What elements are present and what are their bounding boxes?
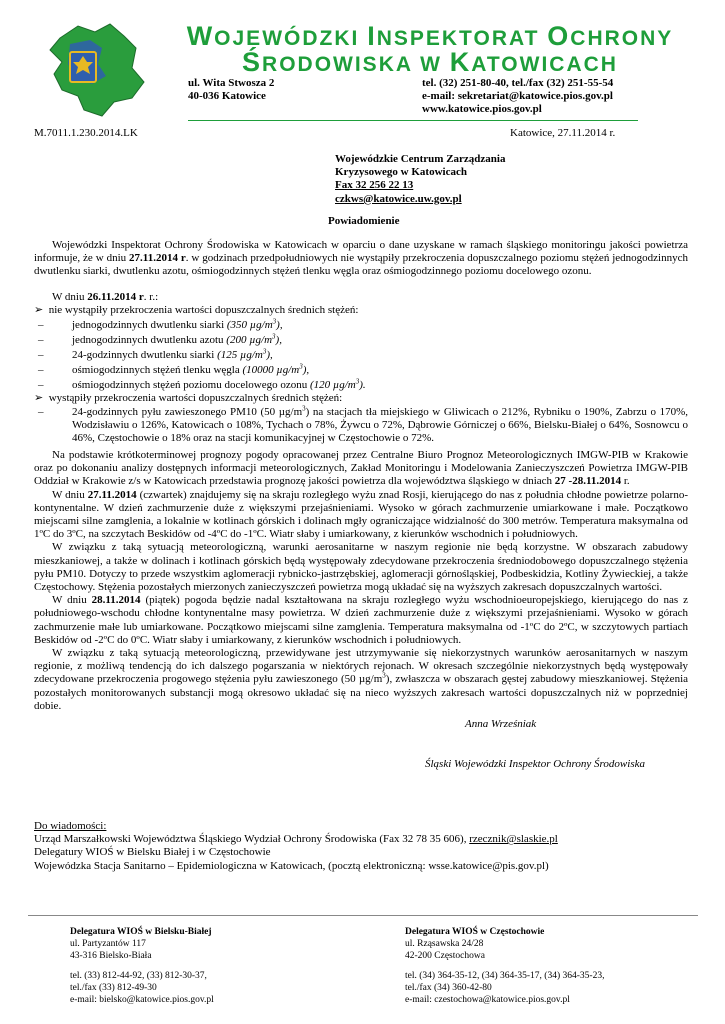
wios-logo <box>40 18 152 123</box>
assessment-28: W związku z taką sytuacją meteorologiczną, przewidywane jest utrzymywanie się niekorzystnych warunków aerosanitarnych w naszym regionie, z możliwą tendencją do ich dalszego pogarszania w niektórych rejonach. W okresach szczególnie niekorzystnych będą występowały zdecydowane przekroczenia progowego stężenia pyłu zawieszonego (50 $\mu g/m^3$), zwłaszcza w obszarach gęstej zabudowy mieszkaniowej. Stężenia pozostałych monitorowanych substancji mogą okresowo układać się na nieco wyższych zakresach wartości dopuszczalnych niż w poprzedniej dobie. <box>34 647 689 712</box>
forecast-28: W dniu 28.11.2014 (piątek) pogoda będzie nadal kształtowana na skraju rozległego wyżu wschodnioeuropejskiego, kierującego do nas z południowego-wschodu chłodne kontynentalne masy powietrza. W dzień zachmurzenie duże z większymi przejaśnieniami. Wysoko w górach zachmurzenie małe lub umiarkowane. Początkowo miejscami silne zamglenia. Temperatura maksymalna od -1ºC do 2ºC, w szczytowych partiach Beskidów od -2ºC do 0ºC. Wiatr słaby i umiarkowany, z kierunków wschodnich i południowych. <box>34 594 688 646</box>
footer-bielsko: Delegatura WIOŚ w Bielsku-Białej ul. Partyzantów 117 43-316 Bielsko-Biała tel. (33) 812-44-92, (33) 812-30-37, tel./fax (33) 812-49-30 e-mail: bielsko@katowice.pios.gov.pl <box>70 927 214 1005</box>
header-contacts: tel. (32) 251-80-40, tel./fax (32) 251-55-54 e-mail: sekretariat@katowice.pios.gov.pl www.katowice.pios.gov.pl <box>422 77 614 115</box>
pm10-dash: – <box>38 406 44 418</box>
institution-title-line2: ŚRODOWISKA W KATOWICACH <box>242 47 618 77</box>
recipient-block: Wojewódzkie Centrum Zarządzania Kryzysowego w Katowicach Fax 32 256 22 13 czkws@katowice.uw.gov.pl <box>335 153 506 205</box>
email-link[interactable]: rzecznik@slaskie.pl <box>469 833 558 846</box>
header-address: ul. Wita Stwosza 2 40-036 Katowice <box>188 77 275 102</box>
header-rule <box>188 120 638 121</box>
assessment-27: W związku z taką sytuacją meteorologiczną, warunki aerosanitarne w naszym regionie nie będą korzystne. W obszarach zabudowy mieszkaniowej, a także w dolinach i kotlinach górskich będą występowały zdecydowane przekroczenia średniodobowego dopuszczalnego stężenia pyłu PM10. Dotyczy to przede wszystkim aglomeracji rybnicko-jastrzębskiej, aglomeracji górnośląskiej, Podbeskidzia, Kotliny Żywieckiej, a także Częstochowy. Stężenia pozostałych mierzonych zanieczyszczeń powietrza mogą układać się na wyższych zakresach dopuszczalnych wartości. <box>34 541 688 594</box>
footer-rule <box>28 915 698 916</box>
signatory-name: Anna Wrześniak <box>465 718 537 730</box>
arrow-bullet-icon: ➢ <box>34 304 44 316</box>
forecast-intro: Na podstawie krótkoterminowej prognozy pogody opracowanej przez Centralne Biuro Prognoz Meteorologicznych IMGW-PIB w Krakowie oraz po dokonaniu analizy dostępnych informacji meteorologicznych, Zakład Monitoringu i Modelowania Zanieczyszczeń Powietrza IMGW-PIB Oddział w Krakowie z/s w Katowicach przedstawia prognozę jakości powietrza dla województwa śląskiego w dniach 27 -28.11.2014 r. <box>34 449 688 488</box>
day26-heading: W dniu 26.11.2014 r. r.: <box>52 291 159 303</box>
forecast-27: W dniu 27.11.2014 (czwartek) znajdujemy się na skraju rozległego wyżu znad Rosji, kierującego do nas z południa chłodne powietrze polarno-kontynentalne. W dzień zachmurzenie duże z większymi przejaśnieniami. Wysoko w górach zachmurzenie umiarkowane i małe. Początkowo miejscami silne zamglenia, a lokalnie w kotlinach górskich i dolinach mgły ograniczające widzialność do 300 metrów. Temperatura maksymalna od 1ºC do 3ºC, na szczytach Beskidów od -4ºC do -1ºC. Wiatr słaby i umiarkowany, z kierunków wschodnich i południowych. <box>34 488 688 541</box>
pm10-exceedances: 24-godzinnych pyłu zawieszonego PM10 (50 $\mu g/m^3$) na stacjach tła miejskiego w Gliwicach o 212%, Rybniku o 190%, Zabrzu o 170%, Wodzisławiu o 126%, Katowicach o 108%, Tychach o 78%, Żywcu o 72%, Dąbrowie Górniczej o 66%, Bielsku-Białej o 64%, Sosnowcu o 46%, Częstochowie o 18% oraz na stacji komunikacyjnej w Częstochowie o 72%. <box>72 404 689 445</box>
list-item: – ośmiogodzinnych stężeń tlenku węgla (10000 $\mu g/m^3$), <box>38 362 310 376</box>
list-item: – 24-godzinnych dwutlenku siarki (125 $\mu g/m^3$), <box>38 347 273 361</box>
signatory-title: Śląski Wojewódzki Inspektor Ochrony Środowiska <box>425 758 645 770</box>
list-item: – jednogodzinnych dwutlenku siarki (350 $\mu g/m^3$), <box>38 317 283 331</box>
list-item: – ośmiogodzinnych stężeń poziomu docelowego ozonu (120 $\mu g/m^3$). <box>38 377 366 391</box>
list-item: Urząd Marszałkowski Województwa Śląskiego Wydział Ochrony Środowiska (Fax 32 78 35 606), rzecznik@slaskie.pl <box>34 833 558 846</box>
institution-title-line1: WOJEWÓDZKI INSPEKTORAT OCHRONY <box>186 21 674 51</box>
list-item: – jednogodzinnych dwutlenku azotu (200 $\mu g/m^3$), <box>38 332 282 346</box>
arrow-bullet-icon: ➢ <box>34 392 44 404</box>
reference-number: M.7011.1.230.2014.LK <box>34 127 138 139</box>
bullet-no-exceedances: ➢ nie wystąpiły przekroczenia wartości dopuszczalnych średnich stężeń: <box>34 304 359 316</box>
distribution-list <box>34 820 558 873</box>
footer-czestochowa: Delegatura WIOŚ w Częstochowie ul. Rząsawska 24/28 42-200 Częstochowa tel. (34) 364-35-12, (34) 364-35-17, (34) 364-35-23, tel./fax (34) 360-42-80 e-mail: czestochowa@katowice.pios.gov.pl <box>405 927 605 1005</box>
document-subject: Powiadomienie <box>328 215 400 227</box>
distribution-heading: Do wiadomości: <box>34 820 107 832</box>
forecast-section <box>34 449 688 713</box>
bullet-exceedances: ➢ wystąpiły przekroczenia wartości dopuszczalnych średnich stężeń: <box>34 392 343 404</box>
intro-paragraph: Wojewódzki Inspektorat Ochrony Środowiska w Katowicach w oparciu o dane uzyskane w ramach śląskiego monitoringu jakości powietrza informuje, że w dniu 27.11.2014 r. w godzinach przedpołudniowych nie wystąpiły przekroczenia dopuszczalnego poziomu stężeń jednogodzinnych dwutlenku siarki, dwutlenku azotu, ośmiogodzinnych stężeń tlenku węgla oraz ośmiogodzinnego poziomu docelowego ozonu. <box>34 239 688 278</box>
list-item: Wojewódzka Stacja Sanitarno – Epidemiologiczna w Katowicach, (pocztą elektroniczną: wsse.katowice@pis.gov.pl) <box>34 859 549 872</box>
list-item: Delegatury WIOŚ w Bielsku Białej i w Częstochowie <box>34 846 271 859</box>
document-date: Katowice, 27.11.2014 r. <box>510 127 616 139</box>
